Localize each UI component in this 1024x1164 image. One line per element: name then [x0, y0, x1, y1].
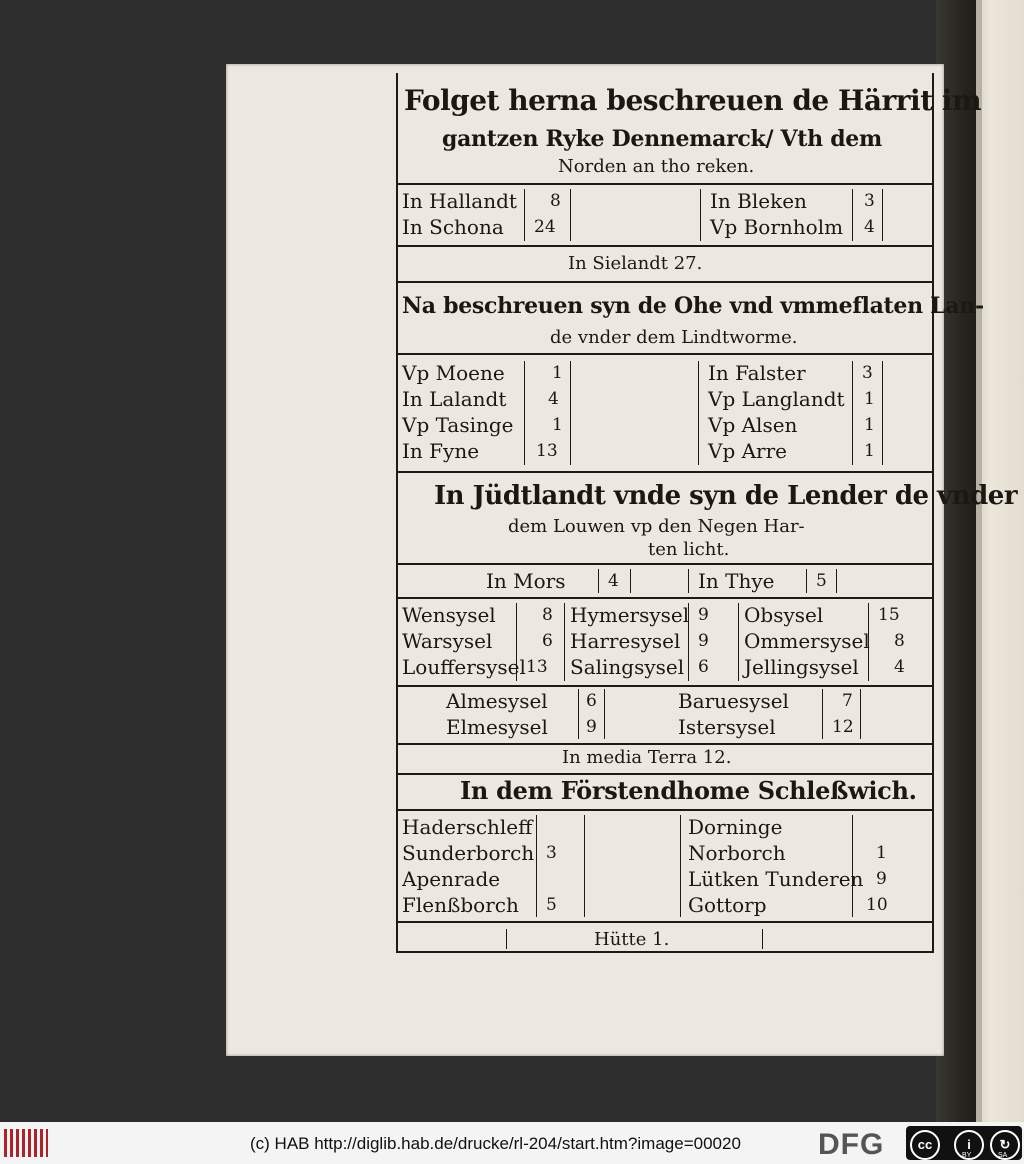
column-divider — [570, 189, 571, 241]
s4-total: Hütte 1. — [594, 929, 670, 950]
heading3-line2: dem Louwen vp den Negen Har- — [508, 516, 805, 537]
s3-row5-c2: Istersysel — [678, 715, 776, 739]
heading1-line3: Norden an tho reken. — [558, 156, 755, 177]
s1-row2-name2: Vp Bornholm — [710, 215, 844, 239]
s4-row3-name: Apenrade — [402, 867, 501, 891]
s3-row5-c1: Elmesysel — [446, 715, 548, 739]
column-divider — [700, 189, 701, 241]
s4-row2-name: Sunderborch — [402, 841, 535, 865]
column-divider — [598, 569, 599, 593]
column-divider — [698, 361, 699, 465]
s3-row2-v3: 8 — [894, 631, 905, 651]
s4-row2-value2: 1 — [876, 843, 887, 863]
column-divider — [570, 361, 571, 465]
s3-mors-value: 4 — [608, 571, 619, 591]
rule — [398, 281, 932, 283]
s2-row4-value2: 1 — [864, 441, 875, 461]
s2-row1-value: 1 — [552, 363, 563, 383]
s4-row4-name: Flenßborch — [402, 893, 519, 917]
column-divider — [506, 929, 507, 949]
s3-row5-v2: 12 — [832, 717, 854, 737]
by-label: BY — [962, 1152, 972, 1159]
column-divider — [806, 569, 807, 593]
column-divider — [882, 189, 883, 241]
s3-thye-name: In Thye — [698, 569, 775, 593]
column-divider — [688, 569, 689, 593]
rule — [398, 471, 932, 473]
s4-row4-value2: 10 — [866, 895, 888, 915]
s3-row1-v3: 15 — [878, 605, 900, 625]
s3-row4-v2: 7 — [842, 691, 853, 711]
hab-logo-icon[interactable] — [4, 1129, 48, 1157]
rule — [398, 809, 932, 811]
s4-row4-value: 5 — [546, 895, 557, 915]
column-divider — [882, 361, 883, 465]
s3-row2-v1: 6 — [542, 631, 553, 651]
s2-row3-value: 1 — [552, 415, 563, 435]
cc-icon: cc — [910, 1130, 940, 1160]
column-divider — [584, 815, 585, 917]
column-divider — [524, 189, 525, 241]
s4-row3-value2: 9 — [876, 869, 887, 889]
heading1-line2: gantzen Ryke Dennemarck/ Vth dem — [442, 126, 882, 152]
s3-row1-v1: 8 — [542, 605, 553, 625]
s4-row4-name2: Gottorp — [688, 893, 767, 917]
s3-row1-v2: 9 — [698, 605, 709, 625]
s2-row2-name: In Lalandt — [402, 387, 507, 411]
s3-row2-c1: Warsysel — [402, 629, 493, 653]
s2-row2-name2: Vp Langlandt — [708, 387, 845, 411]
column-divider — [852, 189, 853, 241]
column-divider — [688, 603, 689, 681]
column-divider — [516, 603, 517, 681]
column-divider — [564, 603, 565, 681]
heading2-line2: de vnder dem Lindtworme. — [550, 327, 798, 348]
column-divider — [630, 569, 631, 593]
rule — [398, 597, 932, 599]
facing-page-edge — [976, 0, 1024, 1122]
creative-commons-badge[interactable] — [906, 1126, 1022, 1160]
s1-row1-value: 8 — [550, 191, 561, 211]
heading3-line1: In Jüdtlandt vnde syn de Lender de vnder — [434, 481, 1018, 511]
heading3-line3: ten licht. — [648, 539, 730, 560]
column-divider — [836, 569, 837, 593]
s2-row2-value2: 1 — [864, 389, 875, 409]
s2-row1-value2: 3 — [862, 363, 873, 383]
s2-row3-value2: 1 — [864, 415, 875, 435]
s3-row3-v2: 6 — [698, 657, 709, 677]
s3-row3-c1: Louffersysel — [402, 655, 526, 679]
s2-row3-name2: Vp Alsen — [708, 413, 798, 437]
column-divider — [578, 689, 579, 739]
column-divider — [536, 815, 537, 917]
heading2-line1: Na beschreuen syn de Ohe vnd vmmeflaten Lan- — [402, 293, 984, 319]
s1-row2-value: 24 — [534, 217, 556, 237]
s3-total: In media Terra 12. — [562, 747, 732, 768]
column-divider — [868, 603, 869, 681]
column-divider — [738, 603, 739, 681]
dfg-logo[interactable]: DFG — [818, 1128, 885, 1161]
heading4-line1: In dem Förstendhome Schleßwich. — [460, 776, 917, 805]
s3-row3-c2: Salingsysel — [570, 655, 685, 679]
rule — [398, 685, 932, 687]
s3-row1-c2: Hymersysel — [570, 603, 690, 627]
sa-label: SA — [998, 1152, 1008, 1159]
viewer-footer — [0, 1122, 1024, 1164]
column-divider — [524, 361, 525, 465]
s3-row2-c2: Harresysel — [570, 629, 681, 653]
s4-row1-name: Haderschleff — [402, 815, 533, 839]
rule — [398, 353, 932, 355]
s2-row1-name: Vp Moene — [402, 361, 505, 385]
heading1-line1: Folget herna beschreuen de Härrit im — [404, 84, 982, 117]
column-divider — [852, 815, 853, 917]
s1-total: In Sielandt 27. — [568, 253, 703, 274]
by-icon: i — [954, 1130, 984, 1160]
rule — [398, 773, 932, 775]
s4-row3-name2: Lütken Tunderen — [688, 867, 864, 891]
copyright-credit[interactable]: (c) HAB http://diglib.hab.de/drucke/rl-204/start.htm?image=00020 — [250, 1134, 741, 1153]
rule — [398, 563, 932, 565]
s2-row1-name2: In Falster — [708, 361, 806, 385]
s3-row3-v1: 13 — [526, 657, 548, 677]
s3-row1-c1: Wensysel — [402, 603, 496, 627]
s3-row3-c3: Jellingsysel — [744, 655, 859, 679]
s4-row1-name2: Dorninge — [688, 815, 783, 839]
rule — [398, 183, 932, 185]
book-page — [226, 64, 1018, 1056]
s3-row2-c3: Ommersysel — [744, 629, 870, 653]
s2-row4-value: 13 — [536, 441, 558, 461]
s3-row3-v3: 4 — [894, 657, 905, 677]
column-divider — [860, 689, 861, 739]
column-divider — [852, 361, 853, 465]
table-frame — [396, 73, 1018, 953]
rule — [398, 245, 932, 247]
s2-row4-name2: Vp Arre — [708, 439, 788, 463]
s1-row2-value2: 4 — [864, 217, 875, 237]
s3-mors-name: In Mors — [486, 569, 566, 593]
column-divider — [822, 689, 823, 739]
s1-row1-name: In Hallandt — [402, 189, 517, 213]
s3-row4-c2: Baruesysel — [678, 689, 789, 713]
s3-row1-c3: Obsysel — [744, 603, 824, 627]
column-divider — [762, 929, 763, 949]
rule — [398, 921, 932, 923]
rule — [398, 743, 932, 745]
s4-row2-name2: Norborch — [688, 841, 786, 865]
s1-row2-name: In Schona — [402, 215, 504, 239]
column-divider — [604, 689, 605, 739]
s2-row4-name: In Fyne — [402, 439, 480, 463]
s4-row2-value: 3 — [546, 843, 557, 863]
s3-row5-v1: 9 — [586, 717, 597, 737]
s3-row4-v1: 6 — [586, 691, 597, 711]
s2-row3-name: Vp Tasinge — [402, 413, 514, 437]
s2-row2-value: 4 — [548, 389, 559, 409]
rule — [398, 951, 932, 953]
s3-row4-c1: Almesysel — [446, 689, 548, 713]
s1-row1-name2: In Bleken — [710, 189, 807, 213]
column-divider — [680, 815, 681, 917]
s3-thye-value: 5 — [816, 571, 827, 591]
sa-icon: ↻ — [990, 1130, 1020, 1160]
s3-row2-v2: 9 — [698, 631, 709, 651]
s1-row1-value2: 3 — [864, 191, 875, 211]
